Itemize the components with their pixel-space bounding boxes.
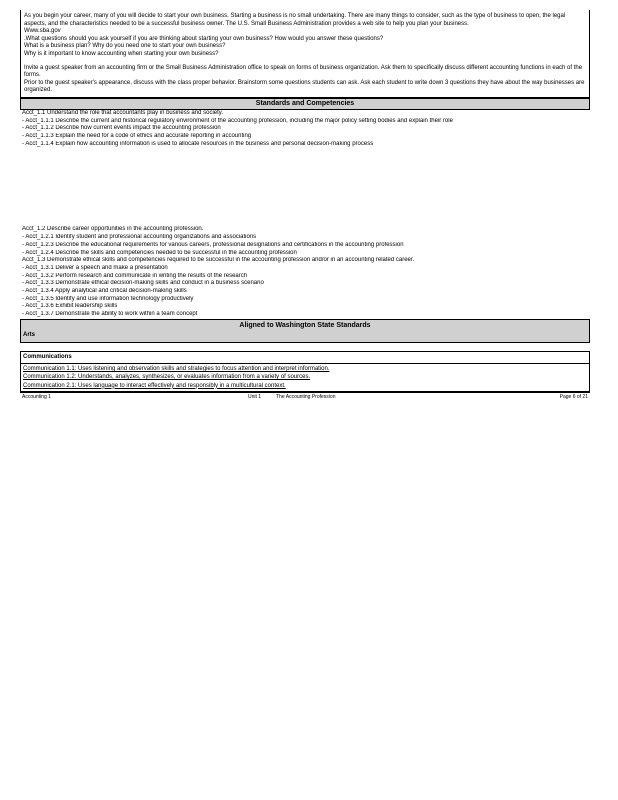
standard-item: Acct_1.2 Describe career opportunities in the accounting profession. <box>22 226 204 233</box>
footer-page-number: Page 6 of 21 <box>559 394 588 401</box>
sba-url: Www.sba.gov <box>24 28 61 35</box>
footer-unit-title: The Accounting Profession <box>276 394 336 401</box>
page <box>20 10 590 402</box>
footer-unit: Unit 1 <box>248 394 262 401</box>
standard-item: - Acct_1.2.3 Describe the educational requirements for various careers, professional designations and certifications in the accounting profession <box>22 241 404 248</box>
communications-heading: Communications <box>20 351 590 364</box>
footer-course: Accounting 1 <box>22 394 51 401</box>
standard-item: - Acct_1.3.2 Perform research and communicate in writing the results of the research <box>22 272 248 279</box>
standard-item: - Acct_1.2.1 Identify student and professional accounting organizations and associations <box>22 234 257 241</box>
standards-heading: Standards and Competencies <box>20 98 590 110</box>
standard-item: - Acct_1.1.3 Explain the need for a code of ethics and accurate reporting in accounting <box>22 133 252 140</box>
standard-item: Acct_1.1 Understand the role that accountants play in business and society. <box>22 109 224 116</box>
standard-item: - Acct_1.1.1 Describe the current and historical regulatory environment of the accounting profession, including the major policy setting bodies and explain their role <box>22 117 453 124</box>
communications-list <box>20 364 590 392</box>
standard-item: - Acct_1.1.2 Describe how current events impact the accounting profession <box>22 125 221 132</box>
intro-paragraph: As you begin your career, many of you will decide to start your own business. Starting a business is no small undertaking. There are many things to consider, such as the type of business to open, the legal aspects, and the characteristics needed to be a successful business owner. The U.S. Small Business Administration provides a web site to help you plan your business. <box>24 13 567 27</box>
question-1: .What questions should you ask yourself if you are thinking about starting your own business? How would you answer these questions? <box>24 35 384 42</box>
aligned-title: Aligned to Washington State Standards <box>239 321 371 329</box>
standards-group-2 <box>20 226 590 318</box>
communication-link[interactable]: Communication 2.1: Uses language to interact effectively and responsibly in a multicultural context. <box>23 382 286 389</box>
aligned-standards-heading <box>20 319 590 343</box>
intro-section <box>20 10 590 98</box>
standard-item: - Acct_1.3.1 Deliver a speech and make a presentation <box>22 264 168 271</box>
standard-item: - Acct_1.3.4 Apply analytical and critical decision-making skills <box>22 288 187 295</box>
arts-label: Arts <box>23 331 36 338</box>
standard-item: - Acct_1.3.6 Exhibit leadership skills <box>22 303 118 310</box>
prior-paragraph: Prior to the guest speaker's appearance, discuss with the class proper behavior. Brainstorm some questions students can ask. Ask each student to write down 3 questions they have about the way businesses are organized. <box>24 79 587 94</box>
standard-item: - Acct_1.3.7 Demonstrate the ability to work within a team concept <box>22 311 198 318</box>
page-footer <box>20 392 590 402</box>
standard-item: Acct_1.3 Demonstrate ethical skills and competencies required to be successful in the accounting profession and/or in an accounting related career. <box>22 257 415 264</box>
standard-item: - Acct_1.3.3 Demonstrate ethical decision-making skills and conduct in a business scenario <box>22 280 264 287</box>
communication-link[interactable]: Communication 1.1: Uses listening and observation skills and strategies to focus attention and interpret information. <box>23 365 330 372</box>
communication-link[interactable]: Communication 1.2: Understands, analyzes, synthesizes, or evaluates information from a variety of sources. <box>23 374 311 381</box>
standard-item: - Acct_1.3.5 Identify and use information technology productively <box>22 295 194 302</box>
question-3: Why is it important to know accounting when starting your own business? <box>24 50 219 57</box>
standard-item: - Acct_1.2.4 Describe the skills and competencies needed to be successful in the accounting profession <box>22 249 297 256</box>
question-2: What is a business plan? Why do you need one to start your own business? <box>24 43 226 50</box>
standards-group-1 <box>20 110 590 149</box>
standard-item: - Acct_1.1.4 Explain how accounting information is used to allocate resources in the business and personal decision-making process <box>22 140 374 147</box>
guest-speaker-paragraph: Invite a guest speaker from an accounting firm or the Small Business Administration office to speak on forms of business organization. Ask them to specifically discuss different accounting functions in each of the forms. <box>24 64 584 79</box>
